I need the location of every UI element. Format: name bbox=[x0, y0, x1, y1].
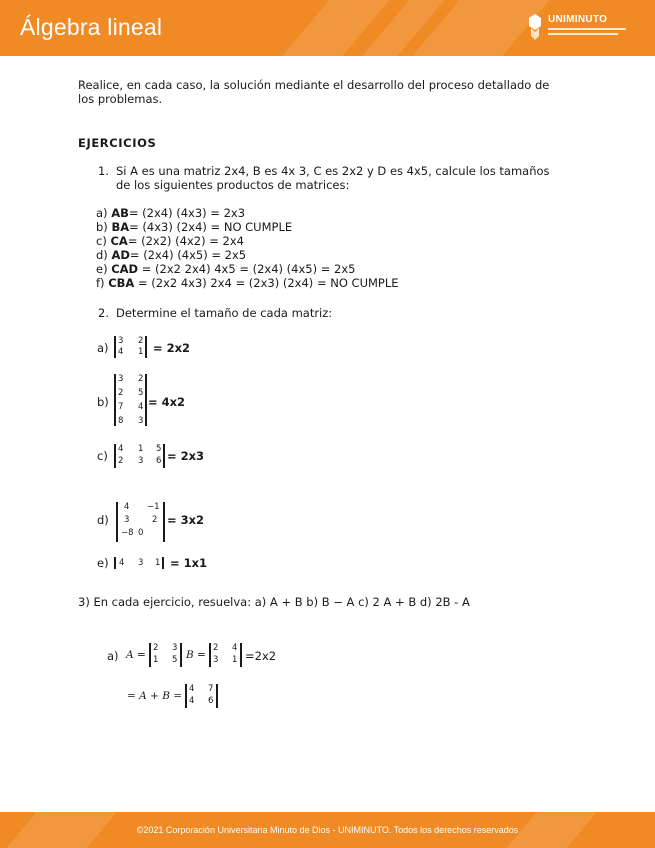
logo-tagline bbox=[548, 33, 618, 35]
q2-text: Determine el tamaño de cada matriz: bbox=[116, 306, 333, 320]
matrix-sum bbox=[189, 684, 219, 708]
matrix-bracket bbox=[114, 374, 116, 426]
matrix-bracket bbox=[216, 684, 218, 708]
matrix-cell: 5 bbox=[138, 388, 144, 398]
matrix-bracket bbox=[163, 444, 165, 468]
matrix-bracket bbox=[149, 643, 151, 667]
matrix-cell: 2 bbox=[138, 336, 144, 346]
logo-tagline bbox=[548, 28, 626, 30]
matrix-cell: 1 bbox=[155, 558, 161, 568]
q3-text: 3) En cada ejercicio, resuelva: a) A + B b) B − A c) 2 A + B d) 2B - A bbox=[78, 595, 470, 609]
matrix-cell: 2 bbox=[138, 374, 144, 384]
page-header bbox=[0, 0, 655, 56]
matrix-cell: 7 bbox=[118, 402, 124, 412]
matrix-cell: 3 bbox=[213, 655, 219, 665]
q1-item: f) CBA = (2x2 4x3) 2x4 = (2x3) (2x4) = NO CUMPLE bbox=[96, 276, 399, 290]
q1-text: de los siguientes productos de matrices: bbox=[116, 178, 350, 192]
footer-copyright: ©2021 Corporación Universitaria Minuto de Dios - UNIMINUTO. Todos los derechos reservados bbox=[136, 825, 519, 835]
matrix-bracket bbox=[145, 336, 147, 358]
matrix-q2e bbox=[119, 558, 165, 570]
q1-number: 1. bbox=[98, 164, 109, 178]
matrix-cell: 2 bbox=[118, 388, 124, 398]
q2-item-letter: b) bbox=[97, 395, 109, 409]
matrix-a bbox=[153, 643, 183, 667]
matrix-cell: 1 bbox=[232, 655, 238, 665]
matrix-cell: 3 bbox=[172, 643, 178, 653]
matrix-cell: 3 bbox=[118, 374, 124, 384]
matrix-size-result: = 3x2 bbox=[167, 513, 205, 527]
q2-item-letter: a) bbox=[97, 341, 109, 355]
logo-text: UNIMINUTO bbox=[548, 14, 608, 25]
matrix-bracket bbox=[180, 643, 182, 667]
matrix-q2a bbox=[118, 336, 148, 360]
q1-item: b) BA= (4x3) (2x4) = NO CUMPLE bbox=[96, 220, 293, 234]
matrix-bracket bbox=[114, 444, 116, 468]
matrix-cell: 2 bbox=[153, 643, 159, 653]
equals-sign: = bbox=[137, 649, 146, 661]
matrix-cell: 7 bbox=[208, 684, 214, 694]
section-title: EJERCICIOS bbox=[78, 136, 157, 150]
q3a-letter: a) bbox=[107, 649, 119, 663]
q2-item-letter: c) bbox=[97, 449, 108, 463]
matrix-q2d bbox=[121, 502, 163, 542]
matrix-bracket bbox=[163, 502, 165, 542]
matrix-cell: 3 bbox=[138, 558, 144, 568]
matrix-q2c bbox=[118, 444, 164, 468]
matrix-size-result: = 1x1 bbox=[170, 556, 208, 570]
course-title: Álgebra lineal bbox=[20, 14, 163, 40]
matrix-cell: 4 bbox=[119, 558, 125, 568]
intro-line: los problemas. bbox=[78, 92, 163, 106]
matrix-bracket bbox=[114, 557, 116, 569]
q2-item-letter: e) bbox=[97, 556, 109, 570]
matrix-cell: 3 bbox=[124, 515, 130, 525]
matrix-cell: 4 bbox=[118, 347, 124, 357]
q1-item: e) CAD = (2x2 2x4) 4x5 = (2x4) (4x5) = 2x5 bbox=[96, 262, 356, 276]
q1-item: d) AD= (2x4) (4x5) = 2x5 bbox=[96, 248, 247, 262]
q1-item: a) AB= (2x4) (4x3) = 2x3 bbox=[96, 206, 246, 220]
q2-number: 2. bbox=[98, 306, 109, 320]
matrix-cell: 4 bbox=[138, 402, 144, 412]
uniminuto-logo-icon bbox=[525, 14, 545, 40]
matrix-size-result: = 2x3 bbox=[167, 449, 205, 463]
matrix-bracket bbox=[209, 643, 211, 667]
matrix-cell: 1 bbox=[153, 655, 159, 665]
q2-item-letter: d) bbox=[97, 513, 109, 527]
matrix-b bbox=[213, 643, 243, 667]
matrix-q2b bbox=[118, 374, 148, 430]
q1-item: c) CA= (2x2) (4x2) = 2x4 bbox=[96, 234, 244, 248]
matrix-cell: 6 bbox=[208, 696, 214, 706]
matrix-a-label: A bbox=[126, 649, 134, 661]
matrix-cell: 4 bbox=[232, 643, 238, 653]
matrix-cell: 2 bbox=[213, 643, 219, 653]
intro-line: Realice, en cada caso, la solución mediante el desarrollo del proceso detallado de bbox=[78, 78, 550, 92]
matrix-bracket bbox=[145, 374, 147, 426]
page-footer bbox=[0, 812, 655, 848]
matrix-cell: 5 bbox=[156, 444, 162, 454]
matrix-size-result: = 2x2 bbox=[153, 341, 191, 355]
matrix-cell: 2 bbox=[118, 456, 124, 466]
matrix-cell: 2 bbox=[152, 515, 158, 525]
matrix-cell: 0 bbox=[138, 528, 144, 538]
matrix-cell: 1 bbox=[138, 347, 144, 357]
matrix-cell: 6 bbox=[156, 456, 162, 466]
matrix-cell: 4 bbox=[118, 444, 124, 454]
matrix-cell: −8 bbox=[121, 528, 134, 538]
matrix-cell: 4 bbox=[189, 696, 195, 706]
matrix-cell: 1 bbox=[138, 444, 144, 454]
equals-sign: = bbox=[197, 649, 206, 661]
matrix-cell: 3 bbox=[138, 416, 144, 426]
matrix-bracket bbox=[240, 643, 242, 667]
matrix-cell: 8 bbox=[118, 416, 124, 426]
matrix-cell: 4 bbox=[124, 502, 130, 512]
matrix-cell: 4 bbox=[189, 684, 195, 694]
matrix-bracket bbox=[114, 336, 116, 358]
matrix-size-result: = 4x2 bbox=[148, 395, 186, 409]
q3a-size: =2x2 bbox=[245, 649, 277, 663]
matrix-cell: 3 bbox=[138, 456, 144, 466]
uniminuto-logo bbox=[525, 12, 635, 44]
q1-text: Si A es una matriz 2x4, B es 4x 3, C es 2x2 y D es 4x5, calcule los tamaños bbox=[116, 164, 550, 178]
matrix-bracket bbox=[162, 557, 164, 569]
matrix-cell: 3 bbox=[118, 336, 124, 346]
sum-expression: = A + B = bbox=[127, 690, 183, 702]
matrix-bracket bbox=[185, 684, 187, 708]
matrix-cell: 5 bbox=[172, 655, 178, 665]
matrix-cell: −1 bbox=[147, 502, 160, 512]
matrix-b-label: B bbox=[186, 649, 194, 661]
matrix-bracket bbox=[116, 502, 118, 542]
